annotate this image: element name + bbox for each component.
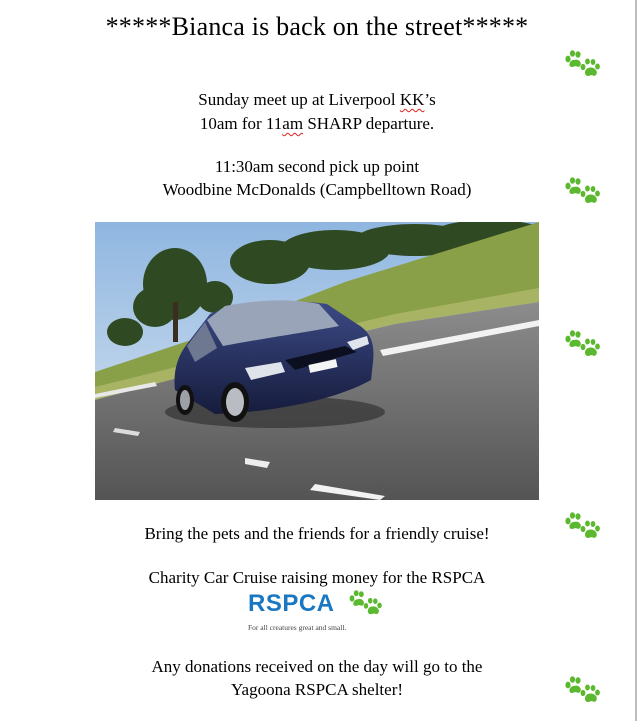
car-photo bbox=[95, 222, 539, 500]
donations-line-1: Any donations received on the day will go to the bbox=[151, 657, 483, 676]
rspca-paw-icon bbox=[348, 590, 384, 618]
paw-print-icon bbox=[564, 676, 602, 706]
meetup-line-2 bbox=[0, 114, 634, 134]
meetup-text: Sunday meet up at Liverpool bbox=[198, 90, 400, 109]
pets-line: Bring the pets and the friends for a friendly cruise! bbox=[144, 524, 490, 543]
paw-print-icon bbox=[564, 177, 602, 207]
meetup-line-1 bbox=[0, 90, 634, 110]
paw-print-icon bbox=[564, 330, 602, 360]
departure-text-suffix: SHARP departure. bbox=[303, 114, 435, 133]
spellcheck-word-am: am bbox=[282, 114, 304, 133]
charity-line: Charity Car Cruise raising money for the RSPCA bbox=[148, 568, 486, 587]
spellcheck-word-kk: KK bbox=[399, 90, 425, 109]
rspca-logo-tagline: For all creatures great and small. bbox=[248, 623, 347, 632]
paw-print-icon bbox=[564, 50, 602, 80]
rspca-logo bbox=[246, 590, 386, 636]
car-photo-illustration bbox=[95, 222, 539, 500]
meetup-text-suffix: ’s bbox=[424, 90, 436, 109]
second-pickup-line-1: 11:30am second pick up point bbox=[214, 157, 420, 176]
departure-text: 10am for 11 bbox=[199, 114, 283, 133]
rspca-logo-word: RSPCA bbox=[248, 590, 335, 617]
flyer-title: *****Bianca is back on the street***** bbox=[105, 12, 529, 41]
donations-line-2: Yagoona RSPCA shelter! bbox=[230, 680, 404, 699]
second-pickup-line-2: Woodbine McDonalds (Campbelltown Road) bbox=[162, 180, 472, 199]
paw-print-icon bbox=[564, 512, 602, 542]
